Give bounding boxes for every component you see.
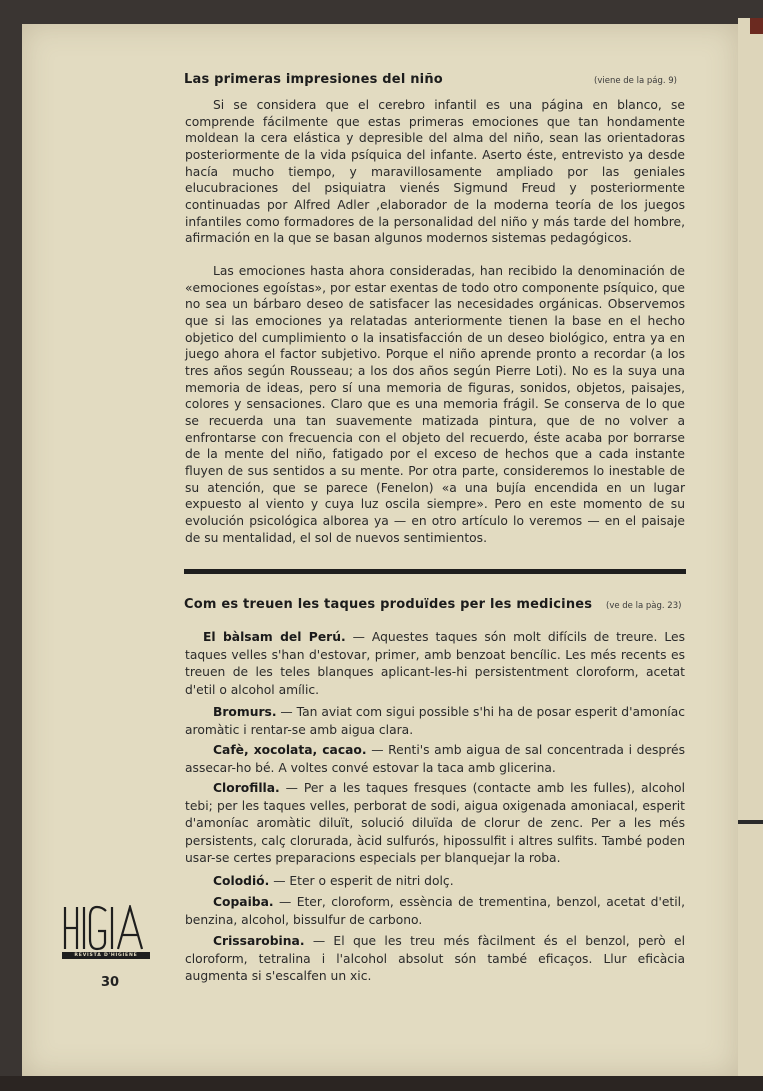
remedy-term: Colodió. — [213, 874, 270, 888]
remedy-term: Copaiba. — [213, 895, 274, 909]
remedy-entry — [185, 629, 685, 699]
article-title: Las primeras impresiones del niño — [184, 72, 443, 87]
remedy-text: — El que les treu més fàcilment és el benzol, però el cloroform, tetralina i l'alcohol absolut són també eficaços. Llur eficàcia augmenta si s'escalfen un xic. — [185, 934, 685, 983]
remedy-text: — Tan aviat com sigui possible s'hi ha de posar esperit d'amoníac aromàtic i rentar-se amb aigua clara. — [185, 705, 685, 737]
remedy-entry — [185, 742, 685, 777]
remedy-term: Cafè, xocolata, cacao. — [213, 743, 367, 757]
remedy-entry — [185, 780, 685, 868]
remedy-text: — Renti's amb aigua de sal concentrada i després assecar-ho bé. A voltes convé estovar la taca amb glicerina. — [185, 743, 685, 775]
remedy-term: Bromurs. — [213, 705, 277, 719]
section-divider — [184, 569, 686, 574]
higia-logo-letters — [62, 905, 150, 951]
page-number: 30 — [101, 975, 120, 990]
higia-logo — [62, 905, 150, 959]
remedy-entry — [185, 894, 685, 929]
continuation-reference: (ve de la pàg. 23) — [606, 601, 682, 611]
logo-subtitle: REVISTA D'HIGIENE — [62, 952, 150, 959]
remedy-text: — Eter, cloroform, essència de trementina, benzol, acetat d'etil, benzina, alcohol, bissulfur de carbono. — [185, 895, 685, 927]
remedy-term: Clorofilla. — [213, 781, 280, 795]
remedy-text: — Eter o esperit de nitri dolç. — [269, 874, 454, 888]
remedy-term: Crissarobina. — [213, 934, 305, 948]
adjacent-page-edge — [738, 18, 763, 1076]
remedy-text: — Per a les taques fresques (contacte amb les fulles), alcohol tebi; per les taques velles, perborat de sodi, aigua oxigenada amoniacal, esperit d'amoníac aromàtic diluït, solució diluïda de clorur de zenc. Per a les més persistents, calç clorurada, àcid sulfurós, hipossulfit i altres sulfits. També poden usar-se certes preparacions especials per blanquejar la roba. — [185, 781, 685, 865]
article-title: Com es treuen les taques produïdes per les medicines — [184, 597, 593, 612]
remedy-text: — Aquestes taques són molt difícils de treure. Les taques velles s'han d'estovar, primer, amb benzoat bencílic. Les més recents es treuen de les teles blanques aplicant-les-hi persistentment cloroform, acetat d'etil o alcohol amílic. — [185, 630, 685, 697]
remedy-entry — [185, 933, 685, 986]
remedy-term: El bàlsam del Perú. — [203, 630, 346, 644]
article-paragraph: Las emociones hasta ahora consideradas, han recibido la denominación de «emociones egoístas», por estar exentas de todo otro componente psíquico, que no sea un bárbaro deseo de satisfacer las necesidades orgánicas. Observemos que si las emociones ya relatadas anteriormente tienen la base en el hecho objetico del cumplimiento o la insatisfacción de un deseo biológico, entra ya en juego ahora el factor subjetivo. Porque el niño aprende pronto a recordar (a los tres años según Rousseau; a los dos años según Pierre Loti). No es la suya una memoria de ideas, pero sí una memoria de figuras, sonidos, objetos, paisajes, colores y sensaciones. Claro que es una memoria frágil. Se conserva de lo que se recuerda una tan suavemente matizada pintura, que de no volver a enfrontarse con frecuencia con el objeto del recuerdo, éste acaba por borrarse de la mente del niño, fatigado por el exceso de hechos que a cada instante fluyen de sus sentidos a su mente. Por otra parte, consideremos lo inestable de su atención, que se parece (Fenelon) «a una bujía encendida en un lugar expuesto al viento y cuya luz oscila siempre». Pero en este momento de su evolución psicológica alborea ya — en otro artículo lo veremos — en el paisaje de su mentalidad, el sol de nuevos sentimientos. — [185, 264, 685, 545]
continuation-reference: (viene de la pág. 9) — [594, 76, 677, 86]
remedy-entry — [185, 873, 685, 891]
remedy-entry — [185, 704, 685, 739]
article-paragraph: Si se considera que el cerebro infantil es una página en blanco, se comprende fácilmente que estas primeras emociones que tan hondamente moldean la cera elástica y depresible del alma del niño, sean las orientadoras posteriormente de la vida psíquica del infante. Aserto éste, entrevisto ya desde hacía mucho tiempo, y maravillosamente ampliado por las geniales elucubraciones del psiquiatra vienés Sigmund Freud y posteriormente continuadas por Alfred Adler ,elaborador de la moderna teoría de los juegos infantiles como formadores de la personalidad del niño y más tarde del hombre, afirmación en la que se basan algunos modernos sistemas pedagógicos. — [185, 98, 685, 246]
